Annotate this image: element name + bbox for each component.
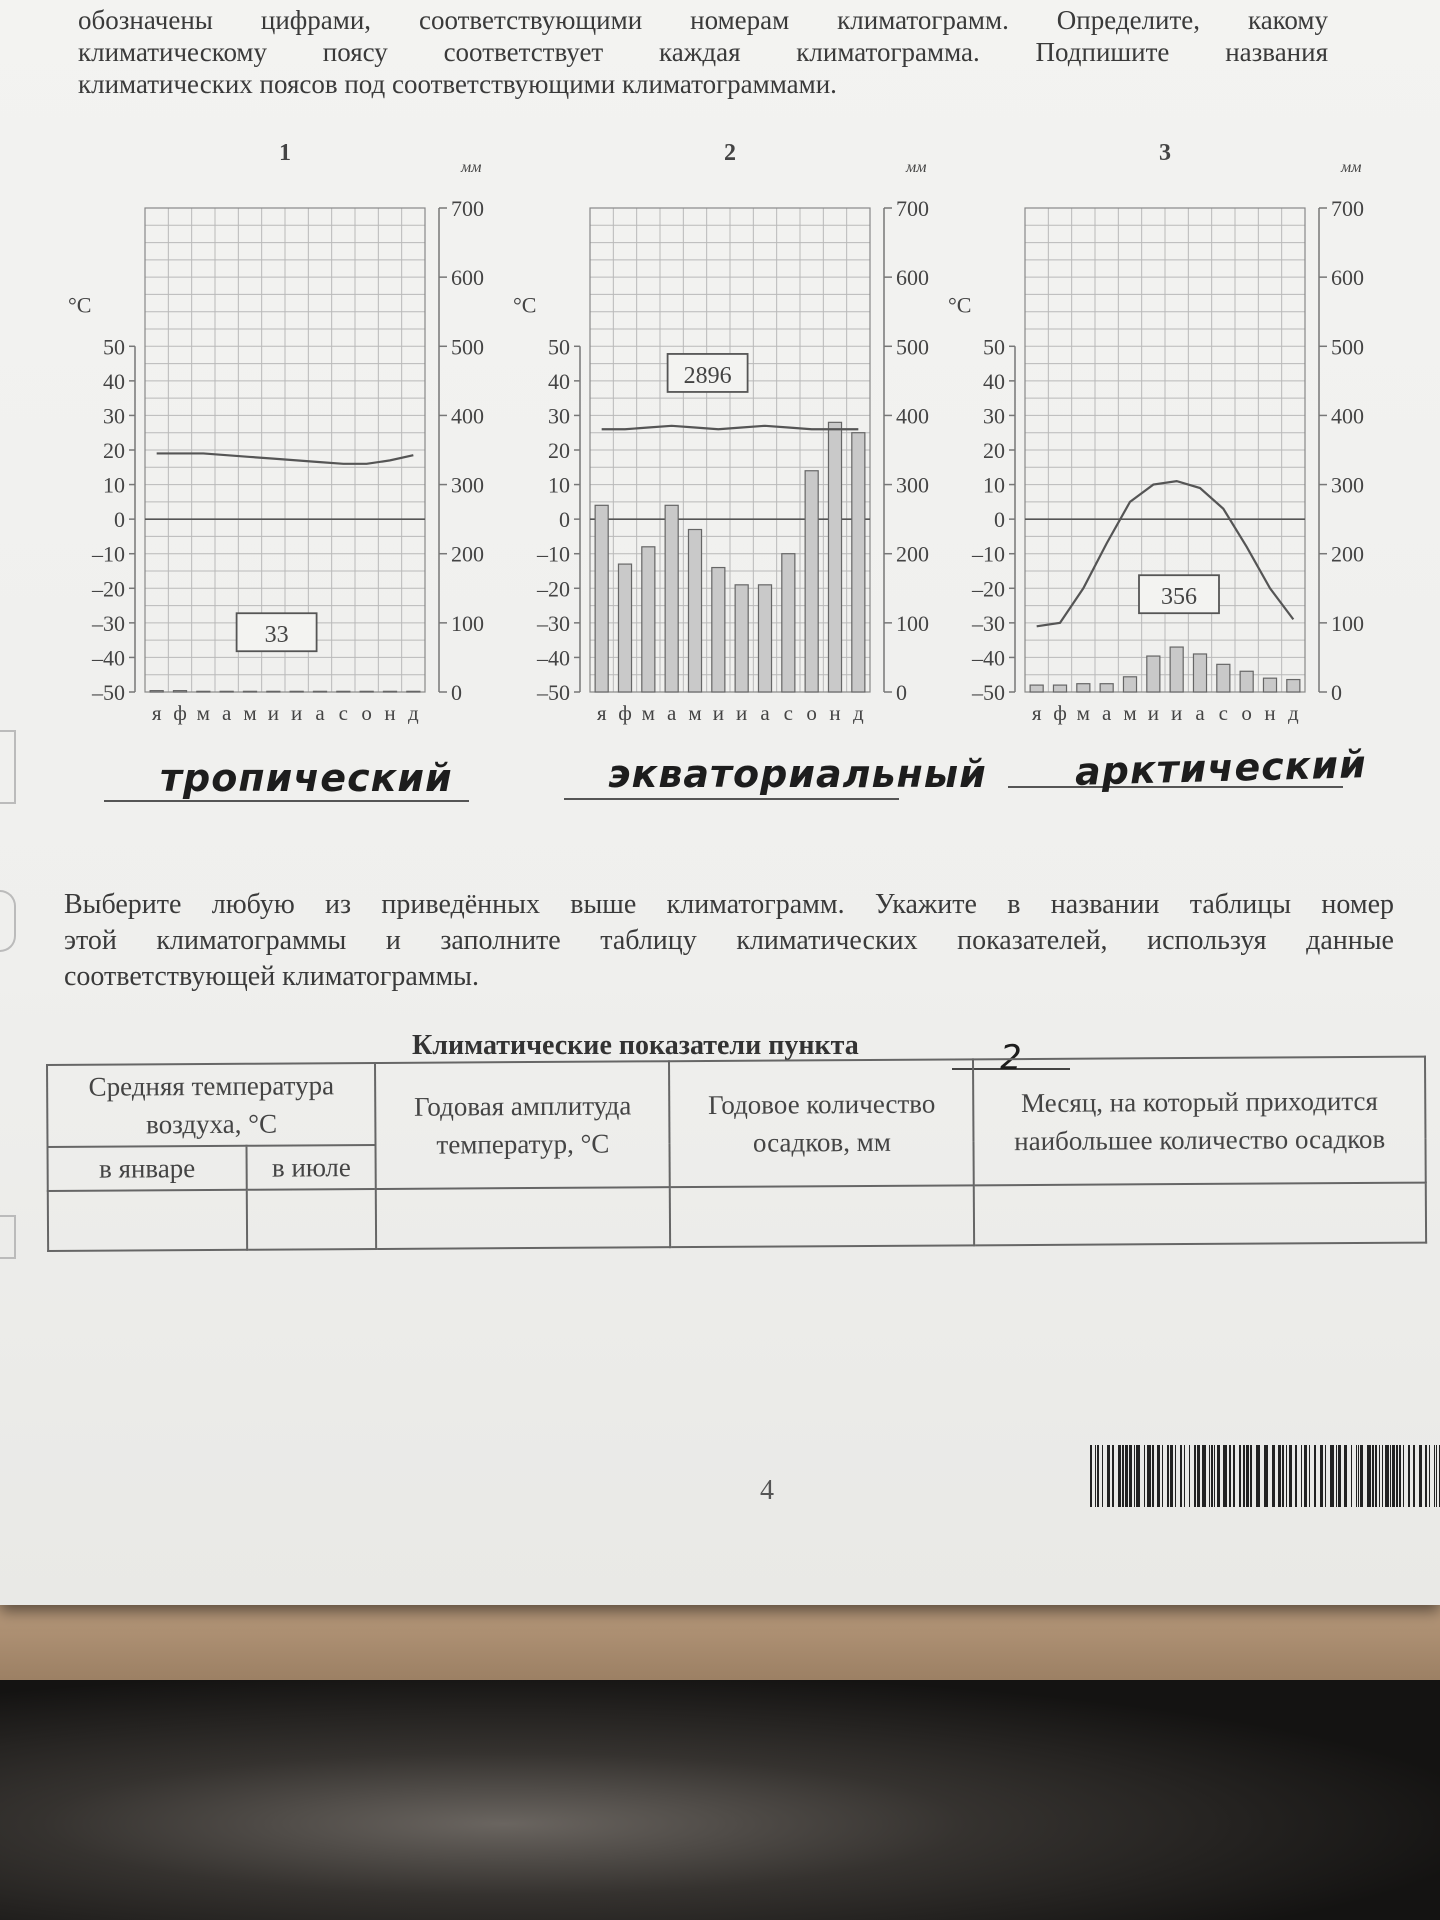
margin-mark [0, 1215, 16, 1259]
precip-tick-label: 700 [451, 196, 484, 221]
precip-bar [1263, 678, 1276, 692]
barcode-bar [1282, 1445, 1284, 1507]
cell-max-month[interactable] [974, 1183, 1426, 1246]
month-label: а [1195, 701, 1205, 725]
barcode-bar [1194, 1445, 1196, 1507]
precip-bar [360, 691, 373, 692]
header-july: в июле [247, 1145, 377, 1190]
barcode-bar [1211, 1445, 1213, 1507]
barcode-bar [1246, 1445, 1249, 1507]
barcode-bar [1272, 1445, 1275, 1507]
cell-january[interactable] [48, 1190, 247, 1251]
precip-bar [665, 505, 678, 692]
precip-tick-label: 300 [451, 472, 484, 498]
precip-tick-label: 500 [1331, 334, 1364, 360]
chart-number: 1 [279, 140, 291, 166]
temp-tick-label: –50 [92, 680, 125, 705]
month-label: м [688, 701, 702, 725]
annual-precipitation-value: 33 [264, 622, 289, 649]
table-surface [0, 1600, 1440, 1680]
barcode-bar [1217, 1445, 1220, 1507]
temp-unit-label: °С [948, 292, 972, 318]
month-label: м [641, 701, 655, 725]
task-number-circle [0, 890, 16, 952]
intro-line: обозначены цифрами, соответствующими номерам климатограмм. Определите, какому [78, 5, 1328, 35]
barcode-bar [1320, 1445, 1323, 1507]
precip-tick-label: 0 [1331, 680, 1342, 705]
month-label: м [196, 701, 210, 725]
intro-line: климатических поясов под соответствующими климатограммами. [78, 69, 837, 99]
precip-tick-label: 300 [1331, 472, 1364, 498]
barcode-bar [1214, 1445, 1215, 1507]
barcode-bar [1152, 1445, 1154, 1507]
barcode-bar [1118, 1445, 1121, 1507]
temp-tick-label: 20 [548, 438, 570, 463]
month-label: ф [1053, 701, 1067, 725]
barcode-bar [1314, 1445, 1316, 1507]
month-label: и [712, 701, 724, 725]
barcode-bar [1325, 1445, 1326, 1507]
temp-tick-label: –20 [92, 576, 125, 602]
handwritten-answer-1: тропический [160, 756, 453, 800]
page-number: 4 [760, 1475, 774, 1506]
table-title: Климатические показатели пункта [412, 1030, 859, 1061]
barcode-bar [1097, 1445, 1099, 1507]
temp-unit-label: °С [513, 292, 537, 318]
header-avg-temp: Средняя температура воздуха, °С [47, 1063, 376, 1147]
cell-july[interactable] [247, 1189, 377, 1250]
precip-tick-label: 0 [451, 680, 462, 705]
temp-tick-label: 10 [548, 472, 570, 498]
precip-unit-label: мм [1341, 159, 1362, 176]
barcode-bar [1129, 1445, 1132, 1507]
temp-tick-label: –20 [537, 576, 570, 602]
month-label: и [1171, 701, 1183, 725]
month-label: н [384, 701, 396, 725]
precip-bar [1170, 647, 1183, 692]
month-label: а [667, 701, 677, 725]
temp-tick-label: –10 [92, 541, 125, 567]
barcode-bar [1382, 1445, 1383, 1507]
barcode-bar [1351, 1445, 1352, 1507]
precip-bar [688, 530, 701, 692]
temp-tick-label: –50 [537, 680, 570, 705]
temp-tick-label: –20 [972, 576, 1005, 602]
header-precipitation: Годовое количество осадков, мм [669, 1059, 974, 1187]
month-label: д [1287, 701, 1299, 725]
precip-bar [642, 547, 655, 692]
barcode-bar [1090, 1445, 1092, 1507]
barcode-bar [1229, 1445, 1231, 1507]
month-label: я [596, 701, 607, 725]
answer-line-1 [104, 800, 469, 802]
month-label: и [291, 701, 303, 725]
month-label: и [736, 701, 748, 725]
precip-tick-label: 200 [451, 541, 484, 567]
barcode-bar [1125, 1445, 1128, 1507]
climate-indicators-table [46, 1056, 1427, 1252]
barcode-bar [1434, 1445, 1435, 1507]
temp-tick-label: –40 [537, 645, 570, 671]
barcode-bar [1436, 1445, 1437, 1507]
barcode-bar [1419, 1445, 1422, 1507]
temp-tick-label: 20 [983, 438, 1005, 463]
chart-number: 3 [1159, 140, 1171, 166]
precip-tick-label: 300 [896, 472, 929, 498]
barcode-bar [1358, 1445, 1359, 1507]
precip-bar [1030, 685, 1043, 692]
barcode-bar [1239, 1445, 1241, 1507]
temp-tick-label: –50 [972, 680, 1005, 705]
precip-bar [1077, 684, 1090, 692]
precip-bar [1123, 677, 1136, 692]
month-label: я [151, 701, 162, 725]
chart-grid [1025, 208, 1305, 692]
precip-bar [782, 554, 795, 692]
barcode-bar [1184, 1445, 1185, 1507]
barcode-bar [1134, 1445, 1135, 1507]
month-label: н [829, 701, 841, 725]
temp-tick-label: 10 [103, 472, 125, 498]
barcode-bar [1336, 1445, 1337, 1507]
month-label: с [338, 701, 348, 725]
barcode-bar [1144, 1445, 1145, 1507]
precip-tick-label: 700 [1331, 196, 1364, 221]
temp-tick-label: –30 [537, 610, 570, 636]
temp-tick-label: 0 [994, 507, 1005, 533]
precip-tick-label: 600 [451, 265, 484, 291]
barcode-bar [1338, 1445, 1341, 1507]
barcode-bar [1429, 1445, 1430, 1507]
precip-tick-label: 400 [451, 403, 484, 429]
month-label: д [407, 701, 419, 725]
month-label: с [1218, 701, 1228, 725]
month-label: я [1031, 701, 1042, 725]
month-label: а [315, 701, 325, 725]
barcode-bar [1360, 1445, 1363, 1507]
barcode-bar [1344, 1445, 1347, 1507]
barcode-bar [1136, 1445, 1140, 1507]
temp-tick-label: 30 [103, 403, 125, 429]
precip-bar [758, 585, 771, 692]
cell-amplitude[interactable] [376, 1187, 670, 1249]
intro-line: климатическому поясу соответствует каждая климатограмма. Подпишите названия [78, 37, 1328, 67]
barcode-bar [1209, 1445, 1210, 1507]
precip-bar [828, 422, 841, 692]
precip-bar [1100, 684, 1113, 692]
precip-tick-label: 700 [896, 196, 929, 221]
barcode-bar [1095, 1445, 1096, 1507]
barcode-bar [1167, 1445, 1169, 1507]
barcode-bar [1399, 1445, 1401, 1507]
answer-line-2 [564, 798, 899, 800]
barcode-bar [1356, 1445, 1357, 1507]
barcode-bar [1392, 1445, 1395, 1507]
temp-tick-label: 30 [983, 403, 1005, 429]
precip-tick-label: 500 [896, 334, 929, 360]
cell-precipitation[interactable] [670, 1185, 974, 1247]
month-label: а [760, 701, 770, 725]
chart-number: 2 [724, 140, 736, 166]
temp-unit-label: °С [68, 292, 92, 318]
precip-bar [712, 568, 725, 692]
month-label: м [1076, 701, 1090, 725]
barcode-bar [1202, 1445, 1206, 1507]
month-label: д [852, 701, 864, 725]
handwritten-answer-2: экваториальный [608, 752, 987, 796]
precip-tick-label: 100 [451, 610, 484, 636]
precip-bar [852, 433, 865, 692]
barcode [1090, 1445, 1440, 1507]
barcode-bar [1330, 1445, 1334, 1507]
barcode-bar [1367, 1445, 1371, 1507]
barcode-bar [1379, 1445, 1380, 1507]
barcode-bar [1375, 1445, 1377, 1507]
month-label: о [806, 701, 817, 725]
temp-tick-label: 40 [983, 368, 1005, 394]
temp-tick-label: 40 [548, 368, 570, 394]
month-label: и [267, 701, 279, 725]
temp-tick-label: –40 [972, 645, 1005, 671]
month-label: ф [173, 701, 187, 725]
month-label: н [1264, 701, 1276, 725]
precip-bar [197, 691, 210, 692]
precip-bar [150, 691, 163, 692]
precip-tick-label: 500 [451, 334, 484, 360]
month-label: м [243, 701, 257, 725]
question-line: соответствующей климатограммы. [64, 961, 479, 992]
temp-tick-label: 50 [983, 334, 1005, 360]
temp-tick-label: 50 [548, 334, 570, 360]
barcode-bar [1243, 1445, 1245, 1507]
precip-tick-label: 0 [896, 680, 907, 705]
barcode-bar [1372, 1445, 1374, 1507]
barcode-bar [1390, 1445, 1391, 1507]
temp-tick-label: –30 [92, 610, 125, 636]
barcode-bar [1180, 1445, 1182, 1507]
background-dark [0, 1680, 1440, 1920]
question-text [64, 887, 1394, 995]
barcode-bar [1256, 1445, 1260, 1507]
barcode-bar [1278, 1445, 1281, 1507]
temp-tick-label: –10 [972, 541, 1005, 567]
barcode-bar [1264, 1445, 1268, 1507]
precip-bar [383, 691, 396, 692]
precip-bar [618, 564, 631, 692]
barcode-bar [1304, 1445, 1307, 1507]
precip-bar [595, 505, 608, 692]
month-label: а [222, 701, 232, 725]
precip-bar [313, 691, 326, 692]
barcode-bar [1189, 1445, 1190, 1507]
precip-bar [1240, 671, 1253, 692]
barcode-bar [1233, 1445, 1235, 1507]
temp-tick-label: 20 [103, 438, 125, 463]
climatogram-1 [60, 130, 484, 730]
barcode-bar [1170, 1445, 1173, 1507]
barcode-bar [1385, 1445, 1389, 1507]
climatogram-2 [505, 130, 929, 730]
barcode-bar [1309, 1445, 1310, 1507]
temp-tick-label: 0 [114, 507, 125, 533]
temp-tick-label: 50 [103, 334, 125, 360]
precip-tick-label: 600 [896, 265, 929, 291]
month-label: м [1123, 701, 1137, 725]
barcode-bar [1396, 1445, 1398, 1507]
barcode-bar [1107, 1445, 1110, 1507]
barcode-bar [1175, 1445, 1176, 1507]
month-label: ф [618, 701, 632, 725]
month-label: о [361, 701, 372, 725]
barcode-bar [1197, 1445, 1200, 1507]
barcode-bar [1147, 1445, 1151, 1507]
precip-tick-label: 200 [1331, 541, 1364, 567]
question-line: Выберите любую из приведённых выше климатограмм. Укажите в названии таблицы номер [64, 889, 1394, 920]
temp-tick-label: 30 [548, 403, 570, 429]
task-instructions [78, 4, 1328, 100]
precip-tick-label: 200 [896, 541, 929, 567]
question-line: этой климатограммы и заполните таблицу климатических показателей, используя данные [64, 925, 1394, 956]
barcode-bar [1102, 1445, 1103, 1507]
barcode-bar [1286, 1445, 1287, 1507]
barcode-bar [1425, 1445, 1427, 1507]
precip-tick-label: 400 [1331, 403, 1364, 429]
barcode-bar [1250, 1445, 1252, 1507]
temp-tick-label: –10 [537, 541, 570, 567]
barcode-bar [1223, 1445, 1227, 1507]
precip-bar [1147, 656, 1160, 692]
annual-precipitation-value: 356 [1161, 584, 1197, 611]
barcode-bar [1112, 1445, 1114, 1507]
precip-bar [1287, 680, 1300, 692]
month-label: а [1102, 701, 1112, 725]
handwritten-answer-3: арктический [1074, 742, 1368, 794]
temp-tick-label: 40 [103, 368, 125, 394]
precip-unit-label: мм [906, 159, 927, 176]
precip-bar [243, 691, 256, 692]
precip-tick-label: 400 [896, 403, 929, 429]
barcode-bar [1408, 1445, 1410, 1507]
barcode-bar [1403, 1445, 1404, 1507]
precip-tick-label: 100 [1331, 610, 1364, 636]
precip-bar [220, 691, 233, 692]
barcode-bar [1289, 1445, 1292, 1507]
precip-bar [290, 691, 303, 692]
temp-tick-label: –30 [972, 610, 1005, 636]
annual-precipitation-value: 2896 [683, 362, 732, 389]
precip-bar [173, 691, 186, 692]
precip-bar [805, 471, 818, 692]
precip-bar [267, 691, 280, 692]
precip-bar [1217, 664, 1230, 692]
barcode-bar [1413, 1445, 1415, 1507]
barcode-bar [1301, 1445, 1302, 1507]
temp-tick-label: 10 [983, 472, 1005, 498]
month-label: о [1241, 701, 1252, 725]
margin-mark [0, 730, 16, 804]
precip-bar [1193, 654, 1206, 692]
month-label: и [1147, 701, 1159, 725]
month-label: с [783, 701, 793, 725]
precip-tick-label: 100 [896, 610, 929, 636]
precip-bar [735, 585, 748, 692]
barcode-bar [1157, 1445, 1160, 1507]
precip-bar [337, 691, 350, 692]
header-max-month: Месяц, на который приходится наибольшее количество осадков [973, 1057, 1425, 1186]
barcode-bar [1162, 1445, 1163, 1507]
header-amplitude: Годовая амплитуда температур, °С [375, 1061, 670, 1189]
barcode-bar [1295, 1445, 1297, 1507]
barcode-bar [1122, 1445, 1124, 1507]
temp-tick-label: 0 [559, 507, 570, 533]
table-title-answer[interactable]: 2 [952, 1048, 1070, 1070]
temp-tick-label: –40 [92, 645, 125, 671]
precip-tick-label: 600 [1331, 265, 1364, 291]
precip-bar [1053, 685, 1066, 692]
climatogram-3 [940, 130, 1364, 730]
precip-bar [407, 691, 420, 692]
precip-unit-label: мм [461, 159, 482, 176]
header-january: в январе [48, 1146, 247, 1191]
